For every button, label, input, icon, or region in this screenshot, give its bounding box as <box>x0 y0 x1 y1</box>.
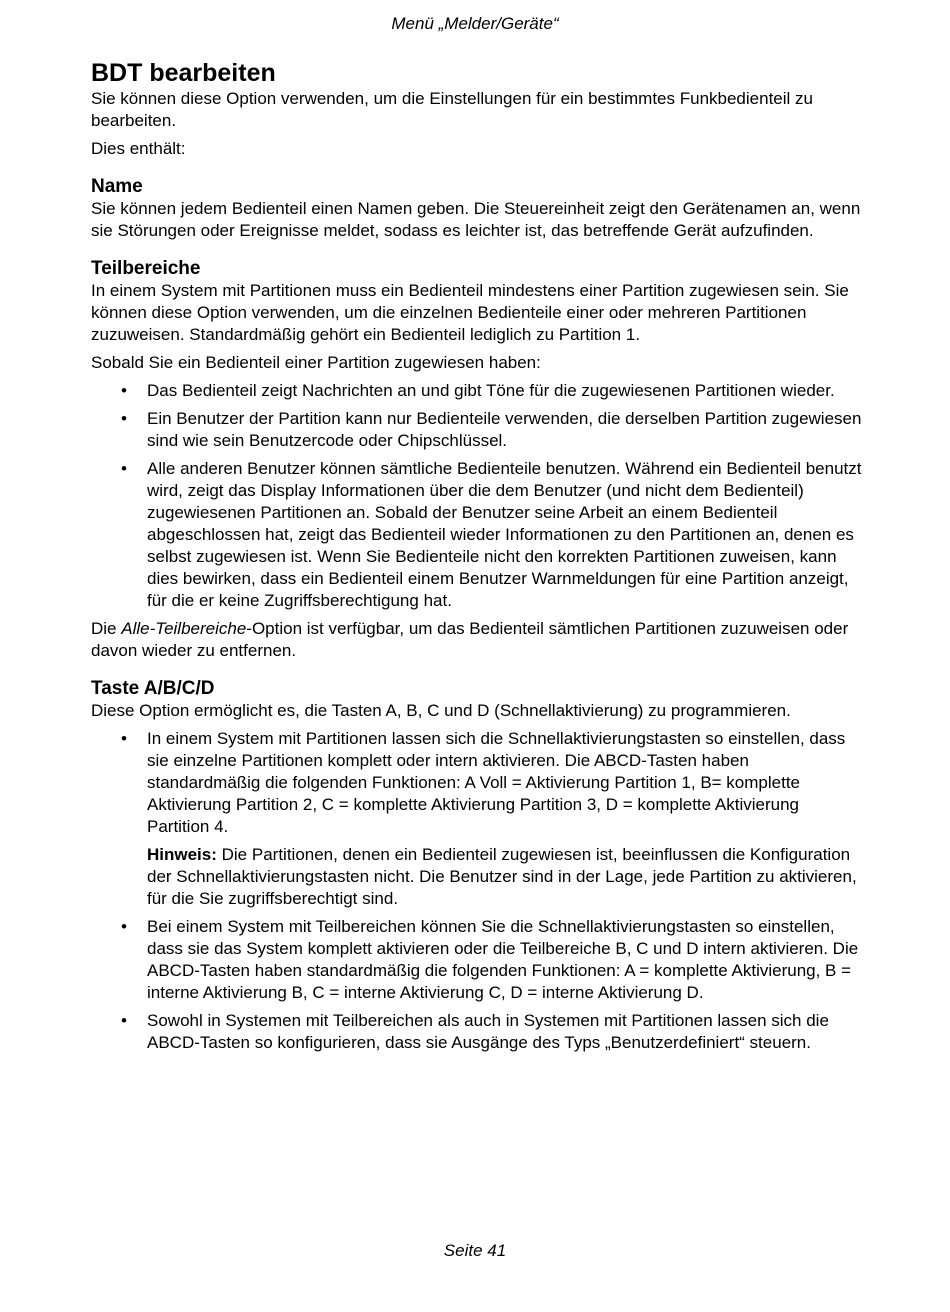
section-name-text: Sie können jedem Bedienteil einen Namen geben. Die Steuereinheit zeigt den Gerätenamen an, wenn sie Störungen oder Ereignisse meldet, sodass es leichter ist, das betreffende Gerät aufzufinden. <box>91 199 861 240</box>
section-taste <box>91 678 866 1054</box>
intro-paragraph: Sie können diese Option verwenden, um die Einstellungen für ein bestimmtes Funkbedienteil zu bearbeiten. <box>91 89 813 130</box>
list-item-text: Sowohl in Systemen mit Teilbereichen als auch in Systemen mit Partitionen lassen sich die ABCD-Tasten so konfigurieren, dass sie Ausgänge des Typs „Benutzerdefiniert“ steuern. <box>147 1011 829 1052</box>
bullet-icon: • <box>121 409 127 428</box>
section-teilbereiche <box>91 258 866 662</box>
bullet-icon: • <box>121 729 127 748</box>
note-paragraph <box>147 844 866 910</box>
section-heading-taste: Taste A/B/C/D <box>91 678 215 699</box>
closing-text-end: -Option ist verfügbar, um das Bedienteil sämtlichen Partitionen zuzuweisen oder davon wieder zu entfernen. <box>91 619 849 660</box>
page-number: Seite 41 <box>443 1241 507 1260</box>
page-title: BDT bearbeiten <box>91 59 276 87</box>
list-item <box>91 380 866 402</box>
bullet-icon: • <box>121 1011 127 1030</box>
teilbereiche-bullet-list <box>91 380 866 612</box>
note-text: Die Partitionen, denen ein Bedienteil zugewiesen ist, beeinflussen die Konfiguration der Schnellaktivierungstasten nicht. Die Benutzer sind in der Lage, jede Partition zu aktivieren, für die Sie zugriffsberechtigt sind. <box>147 845 857 908</box>
list-item-text: Bei einem System mit Teilbereichen können Sie die Schnellaktivierungstasten so einstellen, dass sie das System komplett aktivieren oder die Teilbereiche B, C und D intern aktivieren. Die ABCD-Tasten haben standardmäßig die folgenden Funktionen: A = komplette Aktivierung, B = interne Aktivierung B, C = interne Aktivierung C, D = interne Aktivierung D. <box>147 917 859 1002</box>
list-item-text: Ein Benutzer der Partition kann nur Bedienteile verwenden, die derselben Partition zugewiesen sind wie sein Benutzercode oder Chipschlüssel. <box>147 409 862 450</box>
intro-lead-in: Dies enthält: <box>91 139 186 158</box>
list-item <box>91 916 866 1004</box>
list-item <box>91 458 866 612</box>
closing-text-start: Die <box>91 619 122 638</box>
teilbereiche-closing-paragraph <box>91 618 866 662</box>
list-item-text: In einem System mit Partitionen lassen sich die Schnellaktivierungstasten so einstellen, dass sie einzelne Partitionen komplett oder intern aktivieren. Die ABCD-Tasten haben standardmäßig die folgenden Funktionen: A Voll = Aktivierung Partition 1, B= komplette Aktivierung Partition 2, C = komplette Aktivierung Partition 3, D = komplette Aktivierung Partition 4. <box>147 729 846 836</box>
list-item <box>91 728 866 910</box>
list-item <box>91 1010 866 1054</box>
running-header: Menü „Melder/Geräte“ <box>391 14 559 33</box>
bullet-icon: • <box>121 917 127 936</box>
taste-bullet-list <box>91 728 866 1054</box>
list-item <box>91 408 866 452</box>
list-item-text: Das Bedienteil zeigt Nachrichten an und gibt Töne für die zugewiesenen Partitionen wieder. <box>147 381 835 400</box>
list-item-text: Alle anderen Benutzer können sämtliche Bedienteile benutzen. Während ein Bedienteil benutzt wird, zeigt das Display Informationen über die dem Benutzer (und nicht dem Bedienteil) zugewiesenen Partitionen an. Sobald der Benutzer seine Arbeit an einem Bedienteil abgeschlossen hat, zeigt das Bedienteil wieder Informationen zu den Partitionen an, denen es selbst zugewiesen ist. Wenn Sie Bedienteile nicht den korrekten Partitionen zuweisen, kann dies bewirken, dass ein Bedienteil einem Benutzer Warnmeldungen für eine Partition anzeigt, für die er keine Zugriffsberechtigung hat. <box>147 459 862 610</box>
bullet-icon: • <box>121 459 127 478</box>
section-heading-teilbereiche: Teilbereiche <box>91 258 201 279</box>
taste-paragraph-1: Diese Option ermöglicht es, die Tasten A, B, C und D (Schnellaktivierung) zu programmieren. <box>91 701 791 720</box>
section-name <box>91 176 866 242</box>
note-label: Hinweis: <box>147 845 217 864</box>
page-content <box>91 58 866 1060</box>
section-heading-name: Name <box>91 176 143 197</box>
closing-option-name: Alle-Teilbereiche <box>121 619 247 638</box>
teilbereiche-paragraph-2: Sobald Sie ein Bedienteil einer Partition zugewiesen haben: <box>91 353 541 372</box>
bullet-icon: • <box>121 381 127 400</box>
teilbereiche-paragraph-1: In einem System mit Partitionen muss ein Bedienteil mindestens einer Partition zugewiesen sein. Sie können diese Option verwenden, um die einzelnen Bedienteile einer oder mehreren Partitionen zuzuweisen. Standardmäßig gehört ein Bedienteil lediglich zu Partition 1. <box>91 281 849 344</box>
